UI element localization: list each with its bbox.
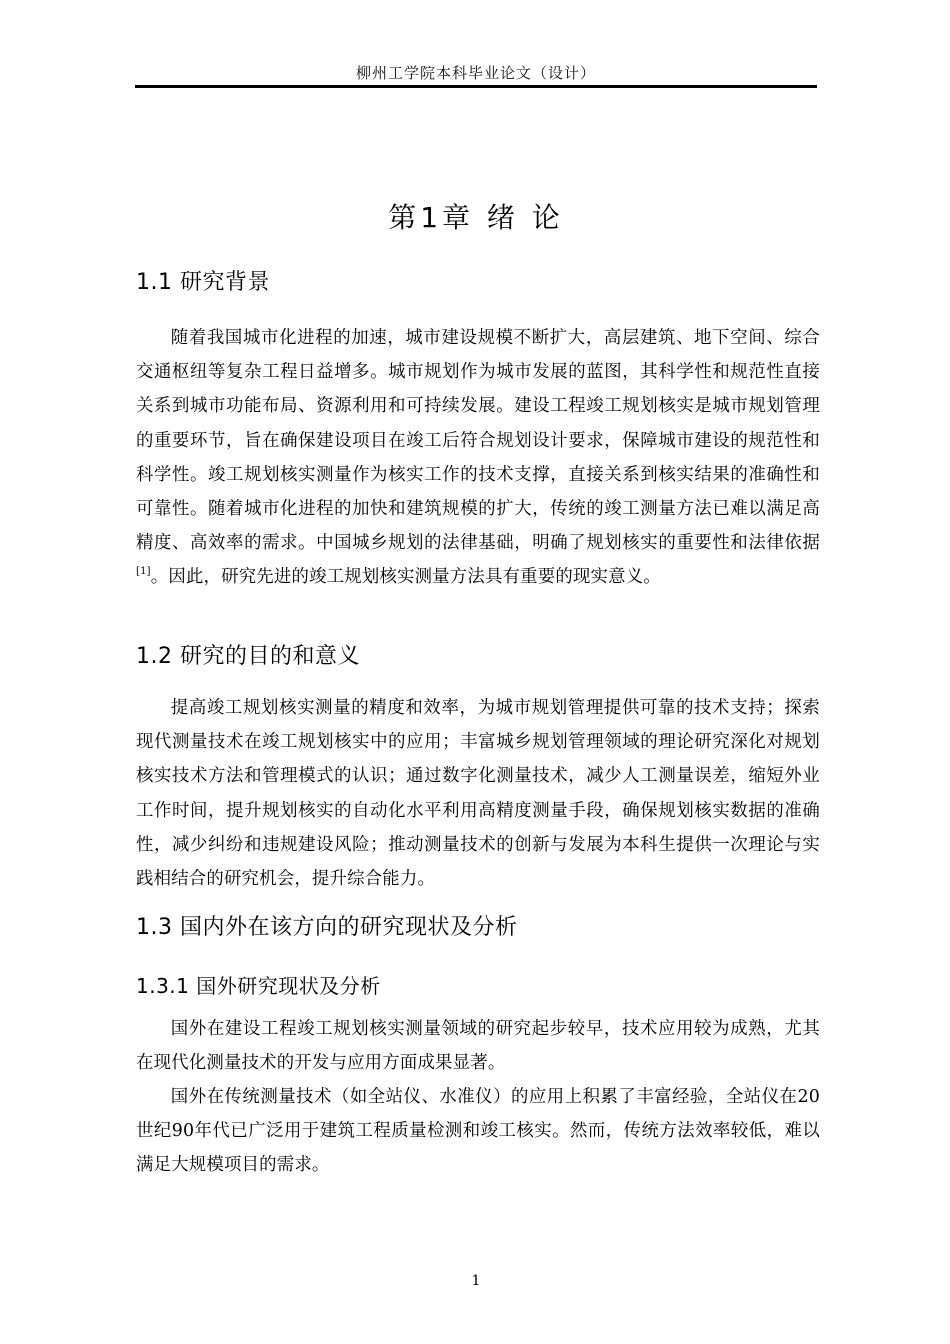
section-1-1-text-tail: 。因此，研究先进的竣工规划核实测量方法具有重要的现实意义。 <box>150 567 661 588</box>
page-number: 1 <box>471 1273 481 1289</box>
section-heading-1-3-1: 1.3.1 国外研究现状及分析 <box>136 974 381 998</box>
section-heading-1-3: 1.3 国内外在该方向的研究现状及分析 <box>136 915 518 940</box>
header-rule <box>135 85 817 88</box>
section-1-3-1-paragraph-2: 国外在传统测量技术（如全站仪、水准仪）的应用上积累了丰富经验，全站仪在20世纪90年代已广泛用于建筑工程质量检测和竣工核实。然而，传统方法效率较低，难以满足大规模项目的需求。 <box>136 1087 820 1176</box>
page-header: 柳州工学院本科毕业论文（设计） <box>355 64 596 82</box>
section-1-1-text: 随着我国城市化进程的加速，城市建设规模不断扩大，高层建筑、地下空间、综合交通枢纽等复杂工程日益增多。城市规划作为城市发展的蓝图，其科学性和规范性直接关系到城市功能布局、资源利用和可持续发展。建设工程竣工规划核实是城市规划管理的重要环节，旨在确保建设项目在竣工后符合规划设计要求，保障城市建设的规范性和科学性。竣工规划核实测量作为核实工作的技术支撑，直接关系到核实结果的准确性和可靠性。随着城市化进程的加快和建筑规模的扩大，传统的竣工测量方法已难以满足高精度、高效率的需求。中国城乡规划的法律基础，明确了规划核实的重要性和法律依据 <box>136 328 820 554</box>
section-1-3-1-paragraph-1: 国外在建设工程竣工规划核实测量领域的研究起步较早，技术应用较为成熟，尤其在现代化测量技术的开发与应用方面成果显著。 <box>136 1019 820 1074</box>
section-heading-1-1: 1.1 研究背景 <box>136 270 270 295</box>
section-heading-1-2: 1.2 研究的目的和意义 <box>136 644 360 669</box>
chapter-title: 第1章 绪 论 <box>388 201 564 234</box>
citation-1: [1] <box>136 566 151 578</box>
section-1-2-paragraph: 提高竣工规划核实测量的精度和效率，为城市规划管理提供可靠的技术支持；探索现代测量技术在竣工规划核实中的应用；丰富城乡规划管理领域的理论研究深化对规划核实技术方法和管理模式的认识；通过数字化测量技术，减少人工测量误差，缩短外业工作时间，提升规划核实的自动化水平利用高精度测量手段，确保规划核实数据的准确性，减少纠纷和违规建设风险；推动测量技术的创新与发展为本科生提供一次理论与实践相结合的研究机会，提升综合能力。 <box>136 698 820 890</box>
section-1-1-paragraph <box>136 321 820 595</box>
